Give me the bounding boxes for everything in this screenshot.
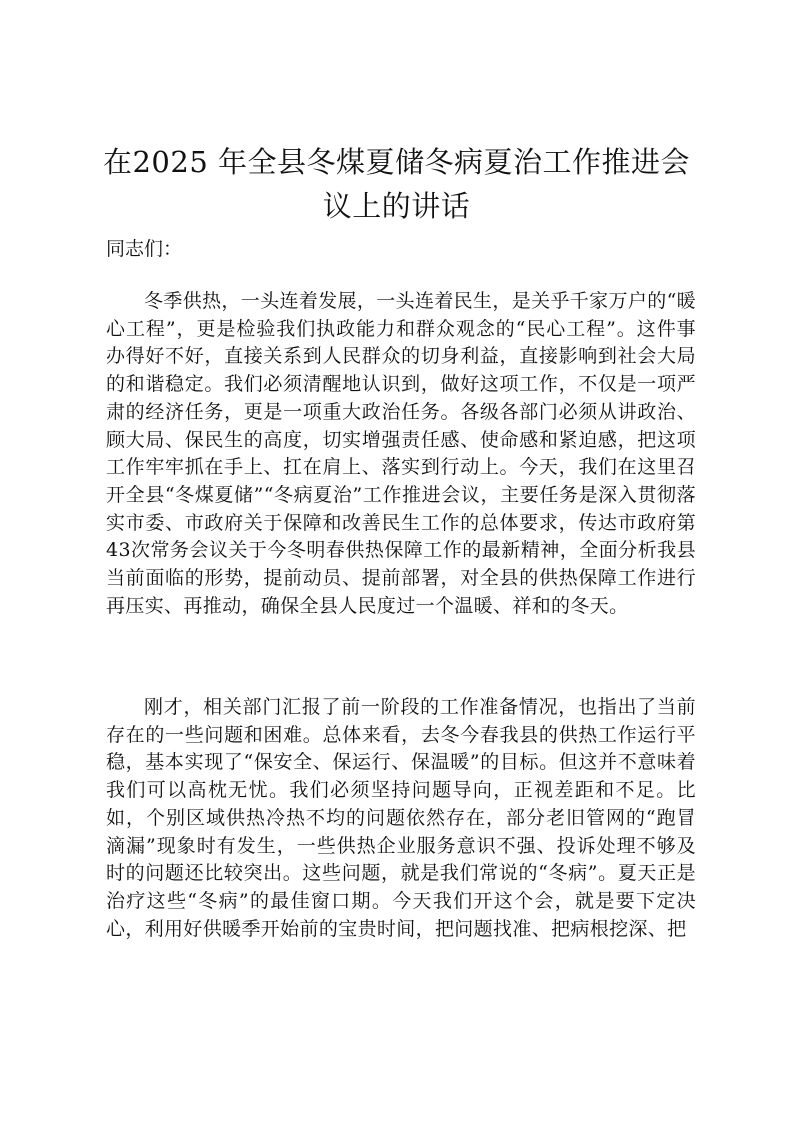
paragraph-1: 冬季供热，一头连着发展，一头连着民生，是关乎千家万户的“暖心工程”，更是检验我们执政能力和群众观念的“民心工程”。这件事办得好不好，直接关系到人民群众的切身利益，直接影响到社会大局的和谐稳定。我们必须清醒地认识到，做好这项工作，不仅是一项严肃的经济任务，更是一项重大政治任务。各级各部门必须从讲政治、顾大局、保民生的高度，切实增强责任感、使命感和紧迫感，把这项工作牢牢抓在手上、扛在肩上、落实到行动上。今天，我们在这里召开全县“冬煤夏储”“冬病夏治”工作推进会议，主要任务是深入贯彻落实市委、市政府关于保障和改善民生工作的总体要求，传达市政府第43次常务会议关于今冬明春供热保障工作的最新精神，全面分析我县当前面临的形势，提前动员、提前部署，对全县的供热保障工作进行再压实、再推动，确保全县人民度过一个温暖、祥和的冬天。	[106, 290, 696, 617]
document-title: 在2025 年全县冬煤夏储冬病夏治工作推进会议上的讲话	[102, 145, 691, 223]
paragraph-2: 刚才，相关部门汇报了前一阶段的工作准备情况，也指出了当前存在的一些问题和困难。总体来看，去冬今春我县的供热工作运行平稳，基本实现了“保安全、保运行、保温暖”的目标。但这并不意味着我们可以高枕无忧。我们必须坚持问题导向，正视差距和不足。比如，个别区域供热冷热不均的问题依然存在，部分老旧管网的“跑冒滴漏”现象时有发生，一些供热企业服务意识不强、投诉处理不够及时的问题还比较突出。这些问题，就是我们常说的“冬病”。夏天正是治疗这些“冬病”的最佳窗口期。今天我们开这个会，就是要下定决心，利用好供暖季开始前的宝贵时间，把问题找准、把病根挖深、把	[106, 696, 696, 940]
salutation: 同志们：	[106, 238, 183, 260]
